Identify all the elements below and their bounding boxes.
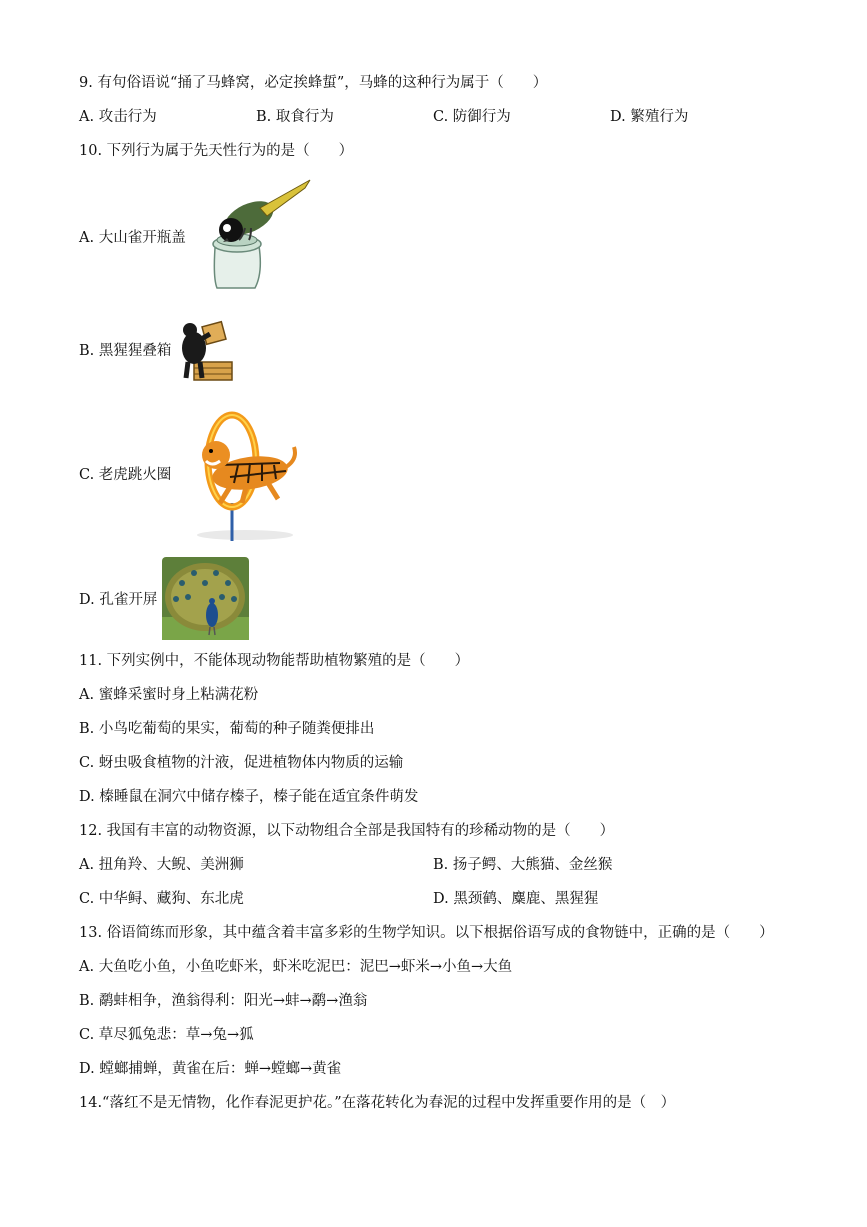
q9-option-d: D. 繁殖行为 [610,109,689,125]
q12-option-d: D. 黑颈鹤、麋鹿、黑猩猩 [433,891,599,907]
q12-stem: 12. 我国有丰富的动物资源，以下动物组合全部是我国特有的珍稀动物的是（ ） [79,823,615,839]
chimp-boxes-image [176,318,236,384]
q9-option-c: C. 防御行为 [433,109,511,125]
q13-option-c: C. 草尽狐兔悲：草→兔→狐 [79,1027,254,1043]
q9-option-b: B. 取食行为 [256,109,334,125]
q10-option-a: A. 大山雀开瓶盖 [79,230,186,246]
q12-option-b: B. 扬子鳄、大熊猫、金丝猴 [433,857,613,873]
q13-option-d: D. 螳螂捕蝉，黄雀在后：蝉→螳螂→黄雀 [79,1061,342,1077]
q11-stem: 11. 下列实例中，不能体现动物能帮助植物繁殖的是（ ） [79,653,470,669]
q10-stem: 10. 下列行为属于先天性行为的是（ ） [79,143,354,159]
great-tit-bottle-image [205,178,315,290]
q14-stem: 14.“落红不是无情物，化作春泥更护花。”在落花转化为春泥的过程中发挥重要作用的是（ ） [79,1095,676,1111]
q11-option-d: D. 榛睡鼠在洞穴中储存榛子，榛子能在适宜条件萌发 [79,789,419,805]
q12-option-a: A. 扭角羚、大鲵、美洲狮 [79,857,244,873]
q10-option-c: C. 老虎跳火圈 [79,467,172,483]
q13-option-a: A. 大鱼吃小鱼，小鱼吃虾米，虾米吃泥巴：泥巴→虾米→小鱼→大鱼 [79,959,513,975]
q11-option-c: C. 蚜虫吸食植物的汁液，促进植物体内物质的运输 [79,755,404,771]
q10-option-b: B. 黑猩猩叠箱 [79,343,172,359]
q11-option-a: A. 蜜蜂采蜜时身上粘满花粉 [79,687,259,703]
q13-stem: 13. 俗语简练而形象，其中蕴含着丰富多彩的生物学知识。以下根据俗语写成的食物链中，正确的是（ ） [79,925,774,941]
q9-option-a: A. 攻击行为 [79,109,157,125]
q11-option-b: B. 小鸟吃葡萄的果实，葡萄的种子随粪便排出 [79,721,375,737]
q9-stem: 9. 有句俗语说“捅了马蜂窝，必定挨蜂蜇”，马蜂的这种行为属于（ ） [79,75,548,91]
q12-option-c: C. 中华鲟、藏狗、东北虎 [79,891,244,907]
q13-option-b: B. 鹬蚌相争，渔翁得利：阳光→蚌→鹬→渔翁 [79,993,368,1009]
tiger-fire-ring-image [190,403,300,543]
q10-option-d: D. 孔雀开屏 [79,592,158,608]
peacock-image [162,557,249,640]
